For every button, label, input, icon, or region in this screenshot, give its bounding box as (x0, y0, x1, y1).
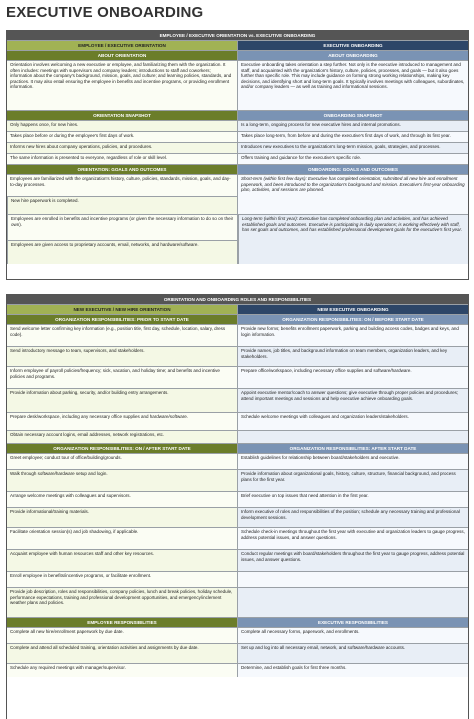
table-cell: Schedule welcome meetings with colleagues and organization leaders/stakeholders. (237, 412, 468, 430)
table-cell: Enroll employee in benefits/incentive programs, or facilitate enrollment. (7, 571, 237, 587)
orientation-vs-onboarding-table (6, 30, 469, 280)
table-title-bar: ORIENTATION AND ONBOARDING ROLES AND RESPONSIBILITIES (7, 295, 468, 304)
table-cell: Schedule check-in meetings throughout the first year with executive and organization leaders to gauge progress, address potential issues, and answer questions. (237, 527, 468, 549)
table-cell (237, 571, 468, 587)
table-cell: Introduces new executives to the organization's long-term mission, goals, strategies, and processes. (237, 142, 468, 153)
column-header-onboarding: EXECUTIVE ONBOARDING (237, 40, 468, 50)
table-cell: Takes place long-term, from before and during the executive's first days of work, and through its first year. (237, 131, 468, 142)
table-cell: Inform executive of roles and responsibilities of the position; schedule any necessary training and professional development sessions. (237, 507, 468, 527)
table-cell: The same information is presented to everyone, regardless of role or skill level. (7, 153, 237, 164)
table-cell: Complete all new hire/enrollment paperwork by due date. (7, 627, 237, 643)
table-cell: Provide names, job titles, and background information on team members, organization leaders, and key stakeholders. (237, 346, 468, 366)
table-cell: Conduct regular meetings with board/stakeholders throughout the first year to gauge progress, address potential issues, and answer questions. (237, 549, 468, 571)
table-cell: Provide information about organizational goals, history, culture, structure, financial background, and process plans for the first year. (237, 469, 468, 491)
table-cell: Offers training and guidance for the executive's specific role. (237, 153, 468, 164)
section-header: ONBOARDING: GOALS AND OUTCOMES (237, 164, 468, 174)
table-cell: Only happens once, for new hires. (7, 120, 237, 131)
table-cell: Provide information about parking, security, and/or building entry arrangements. (7, 388, 237, 412)
page-title: EXECUTIVE ONBOARDING (6, 4, 204, 21)
section-header: ORIENTATION SNAPSHOT (7, 110, 237, 120)
column-header-orientation: NEW EXECUTIVE / NEW HIRE ORIENTATION (7, 304, 237, 314)
table-cell: Obtain necessary account logins, email addresses, network registrations, etc. (7, 430, 237, 443)
table-cell: Informs new hires about company operations, policies, and procedures. (7, 142, 237, 153)
section-header: ORGANIZATION RESPONSIBILITIES: ON / AFTER START DATE (7, 443, 237, 453)
table-cell: Facilitate orientation session(s) and job shadowing, if applicable. (7, 527, 237, 549)
table-cell: Inform employee of payroll policies/frequency; sick, vacation, and holiday time; and benefits and incentive policies and programs. (7, 366, 237, 388)
section-header: ORGANIZATION RESPONSIBILITIES: ON / BEFORE START DATE (237, 314, 468, 324)
table-cell: Employees are given access to proprietary accounts, email, networks, and hardware/software. (7, 240, 237, 264)
column-header-onboarding: NEW EXECUTIVE ONBOARDING (237, 304, 468, 314)
section-header: EMPLOYEE RESPONSIBILITIES (7, 617, 237, 627)
table-cell (237, 587, 468, 617)
table-cell: Prepare office/workspace, including necessary office supplies and software/hardware. (237, 366, 468, 388)
table-cell: Appoint executive mentor/coach to answer questions; give executive through proper policies and procedures; attend important meetings and sessions and help executive achieve onboarding goals. (237, 388, 468, 412)
table-cell: Short-term (within first few days): Executive has completed orientation; submitted all new hire and enrollment paperwork, and been introduced to the organization's background and mission. Executive's first-year onboarding plan, activities, and sessions are planned. (238, 174, 468, 214)
table-cell: Greet employee; conduct tour of office/building/grounds. (7, 453, 237, 469)
table-cell: Brief executive on top issues that need attention in the first year. (237, 491, 468, 507)
section-header: ONBOARDING SNAPSHOT (237, 110, 468, 120)
table-cell: Set up and log into all necessary email, network, and software/hardware accounts. (237, 643, 468, 663)
section-header: ORGANIZATION RESPONSIBILITIES: PRIOR TO START DATE (7, 314, 237, 324)
table-cell: Provide job description, roles and responsibilities, company policies, lunch and break policies, holiday schedule, performance expectations, training and professional development opportunities, and emergency/inclement weather plans and policies. (7, 587, 237, 617)
section-header: ORGANIZATION RESPONSIBILITIES: AFTER START DATE (237, 443, 468, 453)
column-header-orientation: EMPLOYEE / EXECUTIVE ORIENTATION (7, 40, 237, 50)
table-cell: Takes place before or during the employee's first days of work. (7, 131, 237, 142)
table-cell: Walk through software/hardware setup and login. (7, 469, 237, 491)
roles-responsibilities-table (6, 294, 469, 719)
table-cell: Employees are familiarized with the organization's history, culture, policies, standards, mission, goals, and day-to-day processes. (7, 174, 237, 196)
table-cell: Arrange welcome meetings with colleagues and supervisors. (7, 491, 237, 507)
table-cell: Executive onboarding takes orientation a step further. Not only is the executive introduced to management and staff, and acquainted with the organization's history, culture, policies, processes, and goals — but it also goes further than specific role. This may include guidance on forming strong working relationships, making key decisions, and identifying short and long-term goals. It typically involves meetings with colleagues, subordinates, and/or company leaders — as well as training and informational sessions. (237, 60, 468, 110)
section-header: ORIENTATION: GOALS AND OUTCOMES (7, 164, 237, 174)
table-cell: Schedule any required meetings with manager/supervisor. (7, 663, 237, 677)
section-header: ABOUT ORIENTATION (7, 50, 237, 60)
table-cell: Prepare desk/workspace, including any necessary office supplies and hardware/software. (7, 412, 237, 430)
table-cell: Send welcome letter confirming key information (e.g., position title, first day, schedule, location, salary, dress code). (7, 324, 237, 346)
table-cell: Acquaint employee with human resources staff and other key resources. (7, 549, 237, 571)
table-title-bar: EMPLOYEE / EXECUTIVE ORIENTATION vs. EXECUTIVE ONBOARDING (7, 31, 468, 40)
table-cell: Provide informational/training materials. (7, 507, 237, 527)
table-cell: Employees are enrolled in benefits and incentive programs (or given the necessary information to do so on their own). (7, 214, 237, 240)
table-cell: Long-term (within first year): Executive has completed onboarding plan and activities, and has achieved established goals and outcomes. Executive is participating in daily operations; is working effectively with staff, has set goals and outcomes, and has established professional development goals for the executive's first year. (238, 214, 468, 264)
table-cell: Orientation involves welcoming a new executive or employee, and familiarizing them with the organization. It often includes: meetings with supervisors and company leaders; introductions to staff and coworkers; information about the company's background, mission, goals, and culture; and learning policies, standards, and practices. It may also entail ensuring the employee in benefits and incentive programs, or providing enrollment information. (7, 60, 237, 110)
table-cell: Provide new forms; benefits enrollment paperwork, parking and building access codes, badges and keys, and login information. (237, 324, 468, 346)
table-cell: New hire paperwork is completed. (7, 196, 237, 214)
table-cell: Establish guidelines for relationship between board/stakeholders and executive. (237, 453, 468, 469)
table-cell: Is a long-term, ongoing process for new executive hires and internal promotions. (237, 120, 468, 131)
section-header: EXECUTIVE RESPONSIBILITIES (237, 617, 468, 627)
table-cell: Complete all necessary forms, paperwork, and enrollments. (237, 627, 468, 643)
table-cell: Send introductory message to team, supervisors, and stakeholders. (7, 346, 237, 366)
table-cell: Determine, and establish goals for first three months. (237, 663, 468, 677)
table-cell: Complete and attend all scheduled training, orientation activities and assignments by due date. (7, 643, 237, 663)
section-header: ABOUT ONBOARDING (237, 50, 468, 60)
table-cell (237, 430, 468, 443)
